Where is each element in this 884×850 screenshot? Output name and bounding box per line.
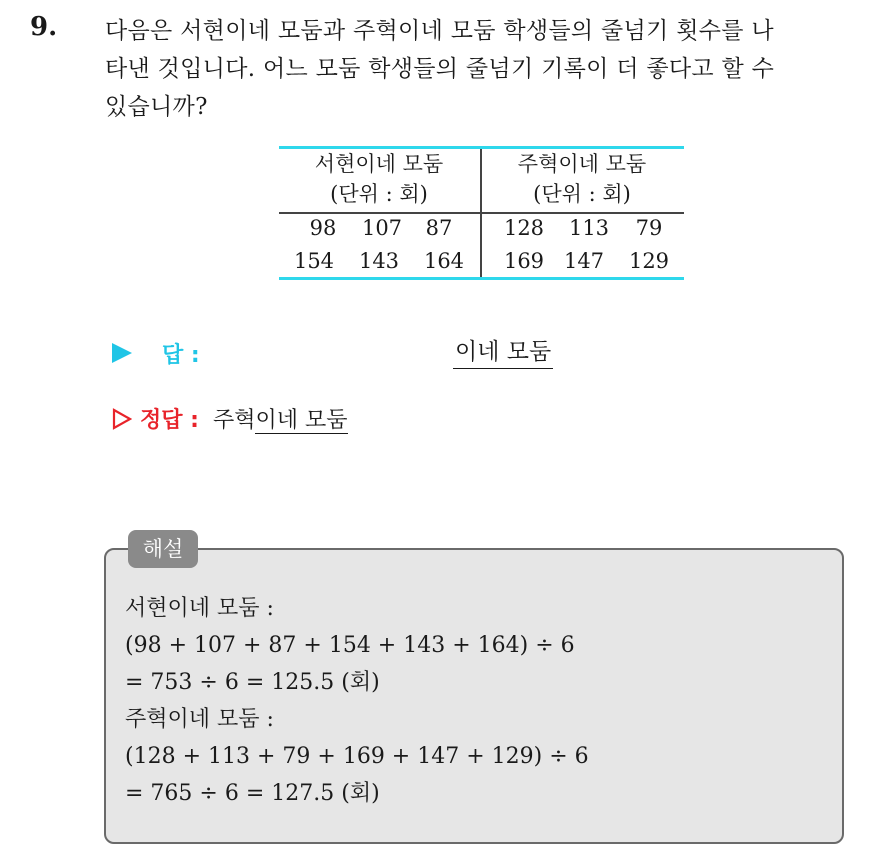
table-header-left-unit: (단위 : 회) [330, 182, 428, 206]
table-cell: 169 [503, 249, 545, 273]
play-triangle-icon [112, 343, 132, 363]
table-header-right-title: 주혁이네 모둠 [517, 152, 647, 176]
answer-value: 이네 모둠 [453, 336, 553, 369]
table-header-left-title: 서현이네 모둠 [314, 152, 444, 176]
table-cell: 128 [503, 216, 545, 240]
table-cell: 107 [361, 216, 403, 240]
table-header-left [279, 149, 479, 209]
question-line-1: 다음은 서현이네 모둠과 주혁이네 모둠 학생들의 줄넘기 횟수를 나 [105, 18, 774, 44]
table-cell: 79 [635, 216, 663, 240]
table-cell: 98 [309, 216, 337, 240]
question-number: 9. [30, 12, 58, 42]
explanation-line: (98 + 107 + 87 + 154 + 143 + 164) ÷ 6 [125, 633, 575, 658]
question-line-3: 있습니까? [105, 94, 208, 120]
explanation-body [125, 590, 589, 812]
explanation-tab: 해설 [128, 530, 198, 568]
explanation-line: = 753 ÷ 6 = 125.5 (회) [125, 670, 380, 695]
answer-label [112, 338, 200, 369]
question-line-2: 타낸 것입니다. 어느 모둠 학생들의 줄넘기 기록이 더 좋다고 할 수 [105, 56, 775, 82]
outline-triangle-icon [112, 408, 132, 430]
table-bottom-rule [279, 277, 684, 280]
table-header-right-unit: (단위 : 회) [533, 182, 631, 206]
table-cell: 129 [628, 249, 670, 273]
explanation-line: 서현이네 모둠 : [125, 596, 274, 621]
question-text [105, 12, 865, 126]
table-cell: 154 [293, 249, 335, 273]
table-cell: 113 [568, 216, 610, 240]
correct-answer [112, 403, 348, 434]
table-cell: 147 [563, 249, 605, 273]
table-header-right [482, 149, 682, 209]
table-cell: 164 [423, 249, 465, 273]
explanation-line: = 765 ÷ 6 = 127.5 (회) [125, 781, 380, 806]
answer-label-text: 답 : [162, 343, 200, 368]
data-table [279, 146, 684, 280]
explanation-line: (128 + 113 + 79 + 169 + 147 + 129) ÷ 6 [125, 744, 589, 769]
correct-value-prefix: 주혁 [212, 408, 256, 433]
table-cell: 143 [358, 249, 400, 273]
correct-value-underlined: 이네 모둠 [255, 408, 348, 433]
explanation-line: 주혁이네 모둠 : [125, 707, 274, 732]
correct-value [213, 408, 348, 434]
table-cell: 87 [425, 216, 453, 240]
correct-label: 정답 : [140, 408, 199, 433]
